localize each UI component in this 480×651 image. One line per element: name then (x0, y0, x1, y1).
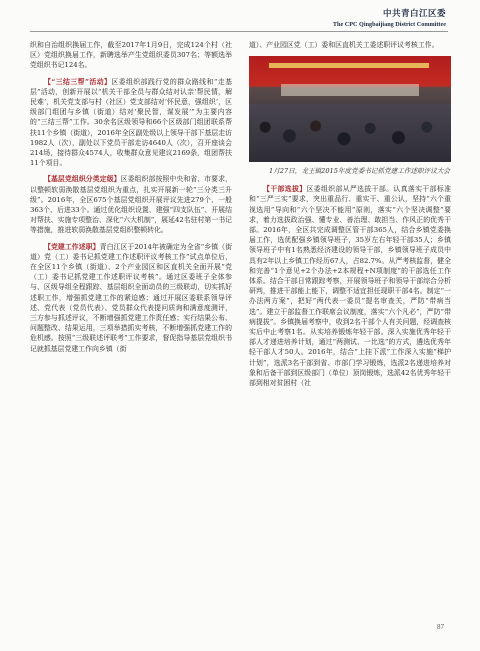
meeting-photo (249, 56, 451, 162)
running-header (333, 7, 446, 28)
paragraph-continued: 道）、产业园区党（工）委和区直机关工委述职评议考核工作。 (249, 41, 439, 49)
page-number: 87 (437, 623, 444, 631)
right-column (249, 40, 451, 394)
section-body: 区委组织部按照中央和省、市要求，以整顿软弱涣散基层党组织为重点，扎实开展新一轮“三分类三升级”。2016年，全区675个基层党组织开展评议先进279个、一般363个、后进33个。通过优化组织设置、建强“四支队伍”、开展结对帮扶、实施专项整治、深化“六大机制”，展延42名驻村第一书记等措施，推进软弱涣散基层党组织整顿转化。 (30, 175, 233, 235)
section-body: 区委组织部践行党的群众路线和“走基层”活动，创新开展以“机关干部全员与群众结对认亲‘帮民情，解民难’，机关党支部与村（社区）党支部结对‘怀民意，强组织’，区级部门组团与乡镇（街道）结对‘聚民智，谋发展’”为主要内容的“三结三帮”工作。30余名区级领导和66个区级部门组团联系帮扶11个乡镇（街道），2016年全区副处级以上领导干部下基层走访1982人（次），副处以下党员干部走访4640人（次），召开座谈会214场，接待群众4574人，收集群众意见建议2169条，组团帮扶11个项目。 (30, 77, 233, 168)
photo-audience (249, 104, 451, 162)
section-body: 区委组织部从严选拔干部。认真落实干部标准和“三严三实”要求，突出重品行、重实干、重公认，坚持“六个重视选用”导向和“六个坚决不能用”原则，落实“六个坚决调整”要求，着力选拔政治强、懂专业、善治理、敢担当、作风正的优秀干部。2016年，全区共完成调整区管干部365人，结合乡镇党委换届工作，选优配强乡镇领导班子，35岁左右年轻干部35人；乡镇领导班子中有1名熟悉经济建设的领导干部，乡镇领导班子成员中具有2年以上乡镇工作经历67人，占82.7%。从严考核监督，健全和完善“1个意见+2个办法+2本规程+N项制度”的干部选任工作体系。结合干部日常跟踪考察，开展领导班子和领导干部综合分析研判，推进干部能上能下，调整不适宜担任现职干部4名。制定“一办法两方案”，把好“两代表一委员”提名审查关，严防“带病当选”。建立干部监督工作联席会议制度，落实“六个凡必”，严防“带病提拔”。乡镇换届考察中，收到2名干部个人有关问题，经调查核实后中止考察1名。从实培养锻炼年轻干部。深入实施优秀年轻干部人才递进培养计划，通过“两测试、一比选”的方式，遴选优秀年轻干部人才50人。2016年，结合“上挂下派”工作深入实施“梯护计划”，选派3名干部到省、市部门学习锻炼，选派2名递进培养对象和后备干部到区级部门（单位）顶岗锻炼，选派42名优秀年轻干部到相对贫困村（社 (249, 185, 452, 388)
header-rule (30, 31, 448, 32)
section-classification (30, 174, 232, 235)
section-tag: 【干部选拔】 (263, 185, 307, 194)
photo-banner (269, 63, 429, 68)
section-body: 青白江区于2014年被确定为全省“乡镇（街道）党（工）委书记抓党建工作述职评议考核工作”试点单位后，在全区11个乡镇（街道）、2个产业园区和区直机关全面开展“党（工）委书记抓党建工作述职评议考核”。通过区委班子全体参与、区级导组全程跟踪、基层组织全面动员的三级联动，切实抓好述职工作，增强抓党建工作的紧迫感；通过开展区委联系领导评述、党代表（党员代表）、党员群众代表提问质询和满意度测评，三方参与抓述评议，不断增强抓党建工作责任感；实行结果公布、问题整改、结果运用，三项举措抓实考核，不断增强抓党建工作的危机感。按照“三级联述评联考”工作要求，督促指导基层党组织书记就抓基层党建工作向乡镇（街 (30, 242, 232, 353)
photo-stage (281, 84, 419, 96)
paragraph-continued: 织和自治组织换届工作，截至2017年1月9日，完成124个村（社区）党组织换届工作，新聘选举产生党组织委员307名；等额选举党组织书记124名。 (30, 41, 232, 70)
left-column (30, 40, 232, 360)
header-title-cn: 中共青白江区委 (382, 9, 446, 19)
photo-caption: 1月27日，龙王镇2015年度党委书记抓党建工作述职评议大会 (269, 167, 451, 176)
section-tag: 【党建工作述职】 (44, 242, 100, 251)
section-tag: 【基层党组织分类定级】 (44, 175, 121, 184)
header-title-en: The CPC Qingbaijiang District Committee (332, 21, 446, 28)
section-duty-report (30, 242, 232, 354)
section-tag: 【“三结三帮”活动】 (44, 77, 112, 86)
section-three-knots (30, 77, 232, 169)
section-cadre-selection (249, 184, 451, 388)
